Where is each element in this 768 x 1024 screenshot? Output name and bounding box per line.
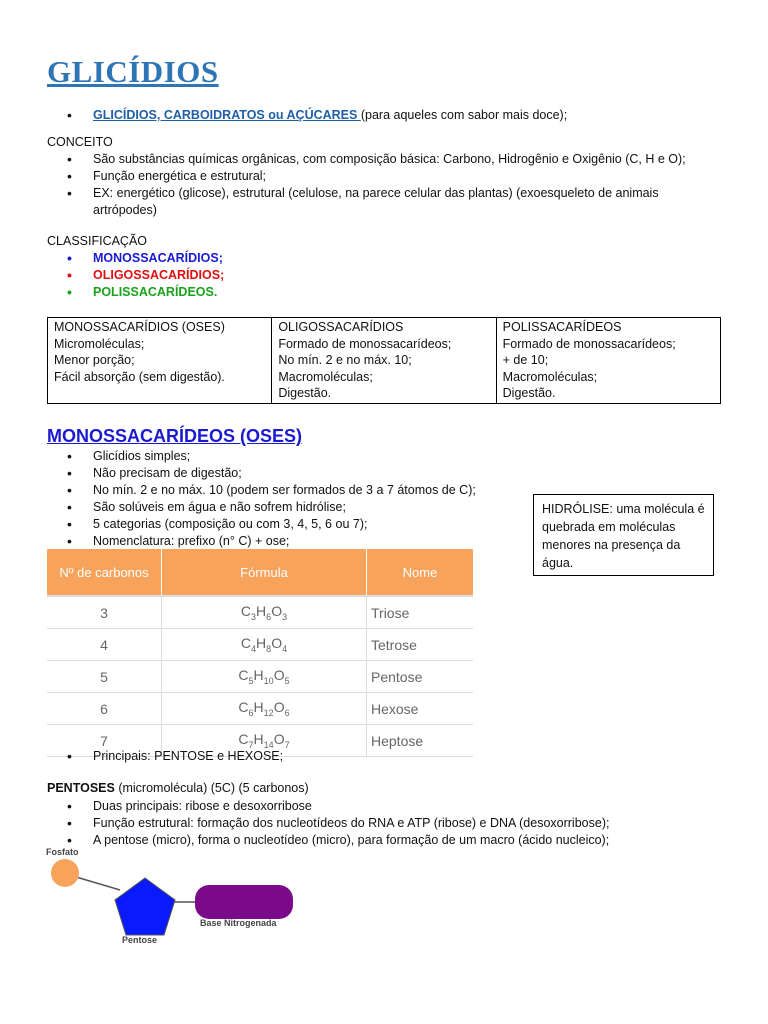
monossacarideos-heading: MONOSSACARÍDEOS (OSES) <box>47 426 303 446</box>
list-item: • São solúveis em água e não sofrem hidrólise; <box>47 499 517 516</box>
classificacao-list <box>47 250 224 301</box>
page-title: GLICÍDIOS <box>47 54 219 89</box>
list-item: • GLICÍDIOS, CARBOIDRATOS ou AÇÚCARES (para aqueles com sabor mais doce); <box>47 107 567 124</box>
table-row: 5 $C_5H_{10}O_5$ Pentose <box>47 661 473 693</box>
formula: $C_7H_{14}O_7$ <box>162 725 367 757</box>
classificacao-heading: CLASSIFICAÇÃO <box>47 234 148 248</box>
header-formula: Fórmula <box>162 549 367 596</box>
table-cell-oligossacaridios: OLIGOSSACARÍDIOS Formado de monossacarídeos; No mín. 2 e no máx. 10; Macromoléculas; Digestão. <box>272 318 496 404</box>
table-cell-polissacarideos: POLISSACARÍDEOS Formado de monossacarídeos; + de 10; Macromoléculas; Digestão. <box>496 318 720 404</box>
nucleotide-diagram <box>40 842 310 954</box>
pentose-label: Pentose <box>122 935 158 945</box>
fosfato-circle <box>51 859 79 887</box>
formula: $C_6H_{12}O_6$ <box>162 693 367 725</box>
formula: $C_3H_6O_3$ <box>162 596 367 629</box>
header-nome: Nome <box>367 549 474 596</box>
base-nitrogenada-shape <box>195 885 293 919</box>
table-row: 6 $C_6H_{12}O_6$ Hexose <box>47 693 473 725</box>
list-item: • No mín. 2 e no máx. 10 (podem ser formados de 3 a 7 átomos de C); <box>47 482 517 499</box>
list-item: • Função estrutural: formação dos nucleotídeos do RNA e ATP (ribose) e DNA (desoxorribose); <box>47 815 727 832</box>
header-carbonos: Nº de carbonos <box>47 549 162 596</box>
table-row: 3 $C_3H_6O_3$ Triose <box>47 596 473 629</box>
list-item: • Nomenclatura: prefixo (n° C) + ose; <box>47 533 517 550</box>
conceito-heading: CONCEITO <box>47 135 113 149</box>
table-cell-monossacaridios: MONOSSACARÍDIOS (OSES) Micromoléculas; Menor porção; Fácil absorção (sem digestão). <box>48 318 272 404</box>
list-item: • Duas principais: ribose e desoxorribose <box>47 798 727 815</box>
principais-list <box>47 748 283 765</box>
hidrolise-text: uma molécula é quebrada em moléculas menores na presença da água. <box>542 502 705 570</box>
table-header-row <box>47 549 473 596</box>
list-item: • A pentose (micro), forma o nucleotídeo (micro), para formação de um macro (ácido nucleico); <box>47 832 727 849</box>
formula: $C_4H_8O_4$ <box>162 629 367 661</box>
class-item-oligossacaridios: • OLIGOSSACARÍDIOS; <box>47 267 224 284</box>
class-item-polissacarideos: • POLISSACARÍDEOS. <box>47 284 224 301</box>
intro-list <box>47 107 567 124</box>
formula: $C_5H_{10}O_5$ <box>162 661 367 693</box>
list-item: • Função energética e estrutural; <box>47 168 707 185</box>
list-item: • São substâncias químicas orgânicas, com composição básica: Carbono, Hidrogênio e Oxigênio (C, H e O); <box>47 151 707 168</box>
table-row: 4 $C_4H_8O_4$ Tetrose <box>47 629 473 661</box>
pentose-pentagon <box>115 878 175 935</box>
pentoses-heading: PENTOSES (micromolécula) (5C) (5 carbonos) <box>47 781 309 795</box>
list-item: • Principais: PENTOSE e HEXOSE; <box>47 748 283 765</box>
conceito-list <box>47 151 707 219</box>
table-row <box>48 318 721 404</box>
hidrolise-box <box>533 494 714 576</box>
monossacarideos-list <box>47 448 517 550</box>
class-item-monossacaridios: • MONOSSACARÍDIOS; <box>47 250 224 267</box>
fosfato-label: Fosfato <box>46 847 79 857</box>
list-item: • Não precisam de digestão; <box>47 465 517 482</box>
synonyms-link[interactable]: GLICÍDIOS, CARBOIDRATOS ou AÇÚCARES <box>93 108 361 122</box>
classification-table <box>47 317 721 404</box>
table-row: 7 $C_7H_{14}O_7$ Heptose <box>47 725 473 757</box>
base-label: Base Nitrogenada <box>200 918 277 928</box>
list-item: • EX: energético (glicose), estrutural (celulose, na parece celular das plantas) (exoesqueleto de animais artrópodes) <box>47 185 707 219</box>
nomenclature-table <box>47 549 473 757</box>
list-item: • Glicídios simples; <box>47 448 517 465</box>
hidrolise-label: HIDRÓLISE: <box>542 502 613 516</box>
list-item: • 5 categorias (composição ou com 3, 4, 5, 6 ou 7); <box>47 516 517 533</box>
